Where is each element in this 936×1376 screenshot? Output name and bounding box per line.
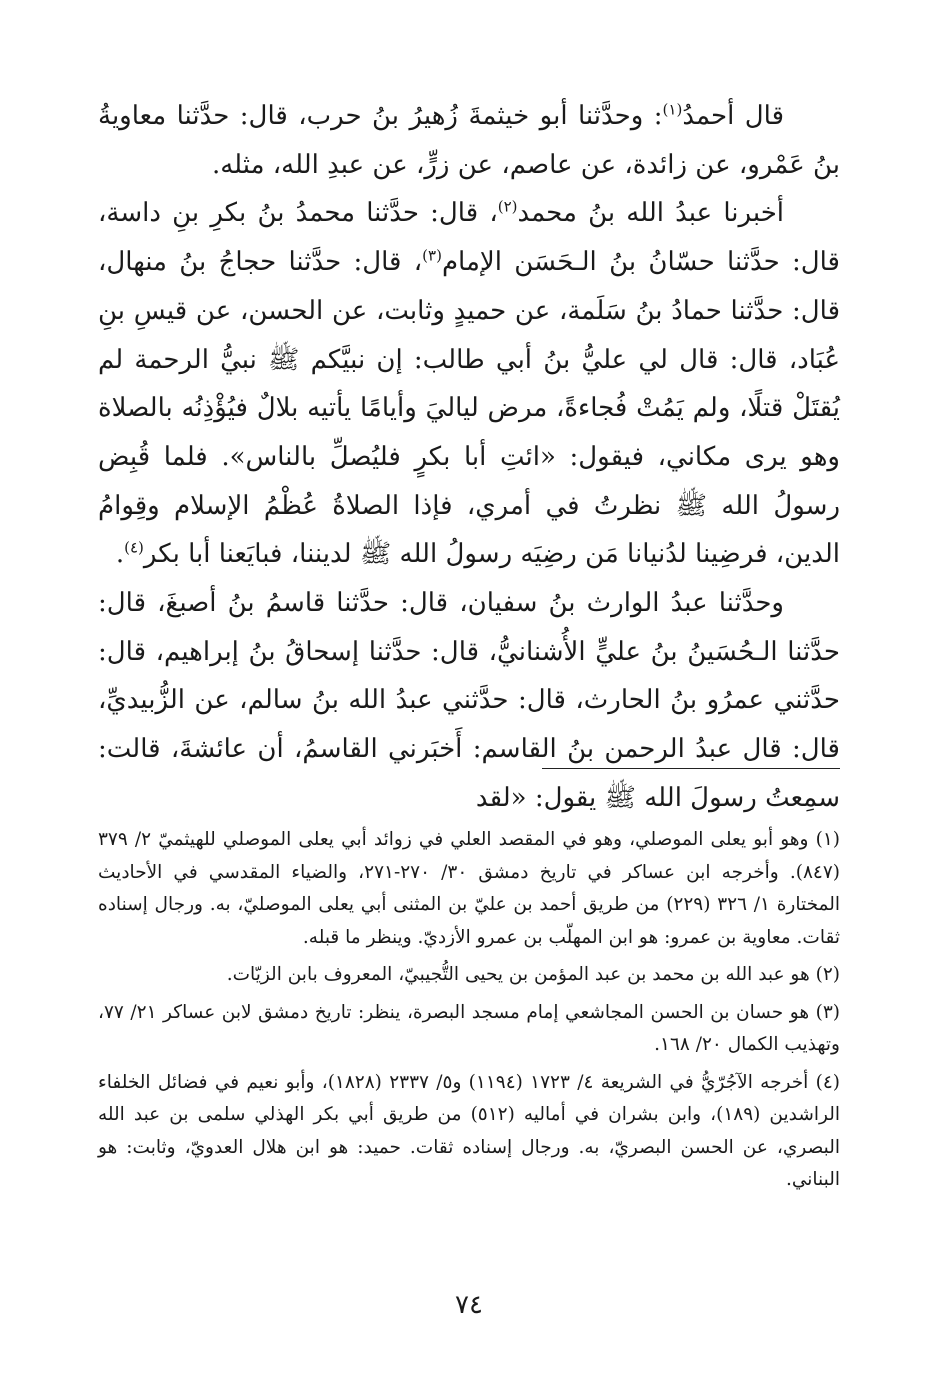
- paragraph-1-rest: : وحدَّثنا أبو خيثمةَ زُهيرُ بنُ حرب، قال: حدَّثنا معاويةُ بنُ عَمْرو، عن زائدة، عن عاصم، عن زرٍّ، عن عبدِ الله، مثله.: [98, 101, 840, 180]
- footnote-text: هو حسان بن الحسن المجاشعي إمام مسجد البصرة، ينظر: تاريخ دمشق لابن عساكر ٢١/ ٧٧، وتهذيب الكمال ٢٠/ ١٦٨.: [98, 1001, 840, 1055]
- paragraph-3: وحدَّثنا عبدُ الوارث بنُ سفيان، قال: حدَّثنا قاسمُ بنُ أصبغَ، قال: حدَّثنا الـحُسَينُ بنُ عليٍّ الأُشنانيُّ، قال: حدَّثنا إسحاقُ بنُ إبراهيم، قال: حدَّثني عمرُو بنُ الحارث، قال: حدَّثني عبدُ الله بنُ سالم، عن الزُّبيديِّ، قال: قال عبدُ الرحمن بنُ القاسم: أَخبَرني القاسمُ، أن عائشةَ، قالت: سمِعتُ رسولَ الله ﷺ يقول: «لقد: [98, 588, 840, 813]
- footnote-ref-1: (١): [662, 100, 683, 119]
- paragraph-1: [98, 92, 840, 189]
- footnote-number: (١): [815, 829, 840, 850]
- footnote-number: (٢): [815, 964, 840, 985]
- footnote-1: [98, 824, 840, 954]
- footnote-ref-2: (٢): [497, 197, 518, 216]
- footnote-text: وهو أبو يعلى الموصلي، وهو في المقصد العلي في زوائد أبي يعلى الموصلي للهيثميّ ٢/ ٣٧٩ (٨٤٧). وأخرجه ابن عساكر في تاريخ دمشق ٣٠/ ٢٧٠-٢٧١، والضياء المقدسي في الأحاديث المختارة ١/ ٣٢٦ (٢٢٩) من طريق أحمد بن عليّ بن المثنى أبي يعلى الموصليّ، به. ورجال إسناده ثقات. معاوية بن عمرو: هو ابن المهلّب بن عمرو الأزديّ. وينظر ما قبله.: [98, 829, 840, 948]
- footnote-number: (٤): [815, 1071, 840, 1093]
- footnote-3: [98, 997, 840, 1062]
- paragraph-1-start: قال أحمدُ: [682, 101, 784, 131]
- footnote-number: (٣): [815, 1001, 840, 1023]
- footnote-separator: [542, 768, 840, 769]
- paragraph-2-part-3: ، قال: حدَّثنا حجاجُ بنُ منهال، قال: حدَّثنا حمادُ بنُ سَلَمة، عن حميدٍ وثابت، عن الحسن، عن قيسِ بنِ عُبَاد، قال: قال لي عليُّ بنُ أبي طالب: إن نبيَّكم ﷺ نبيُّ الرحمة لم يُقتَلْ قتلًا، ولم يَمُتْ فُجاءةً، مرض لياليَ وأيامًا يأتيه بلالٌ فيُؤْذِنُه بالصلاة وهو يرى مكاني، فيقول: «ائتِ أبا بكرٍ فليُصلِّ بالناس». فلما قُبِض رسولُ الله ﷺ نظرتُ في أمري، فإذا الصلاةُ عُظْمُ الإسلام وقِوامُ الدين، فرضِينا لدُنيانا مَن رضِيَه رسولُ الله ﷺ لديننا، فبايَعنا أبا بكر: [98, 247, 840, 570]
- paragraph-2-part-4: .: [115, 539, 125, 570]
- footnote-ref-3: (٣): [422, 246, 442, 265]
- footnote-4: [98, 1067, 840, 1197]
- footnotes: [98, 824, 840, 1202]
- page-number: ٧٤: [455, 1290, 483, 1320]
- footnote-text: أخرجه الآجُرّيُّ في الشريعة ٤/ ١٧٢٣ (١١٩٤) و٥/ ٢٣٣٧ (١٨٢٨)، وأبو نعيم في فضائل الخلفاء الراشدين (١٨٩)، وابن بشران في أماليه (٥١٢) من طريق أبي بكر الهذلي سلمى بن عبد الله البصري، عن الحسن البصريّ، به. ورجال إسناده ثقات. حميد: هو ابن هلال العدويّ، وثابت: هو البناني.: [98, 1071, 840, 1190]
- paragraph-2-part-1: أخبرنا عبدُ الله بنُ محمد: [517, 198, 784, 229]
- paragraph-2: [98, 189, 840, 579]
- footnote-ref-4: (٤): [124, 538, 144, 557]
- footnote-2: [98, 959, 840, 992]
- main-text: [98, 92, 840, 823]
- book-page: [98, 92, 840, 1342]
- footnote-text: هو عبد الله بن محمد بن عبد المؤمن بن يحيى التُّجيبيّ، المعروف بابن الزيّات.: [226, 964, 810, 985]
- paragraph-2-part-2: ، قال: حدَّثنا محمدُ بنُ بكرِ بنِ داسة، قال: حدَّثنا حسّانُ بنُ الـحَسَن الإمام: [98, 198, 840, 278]
